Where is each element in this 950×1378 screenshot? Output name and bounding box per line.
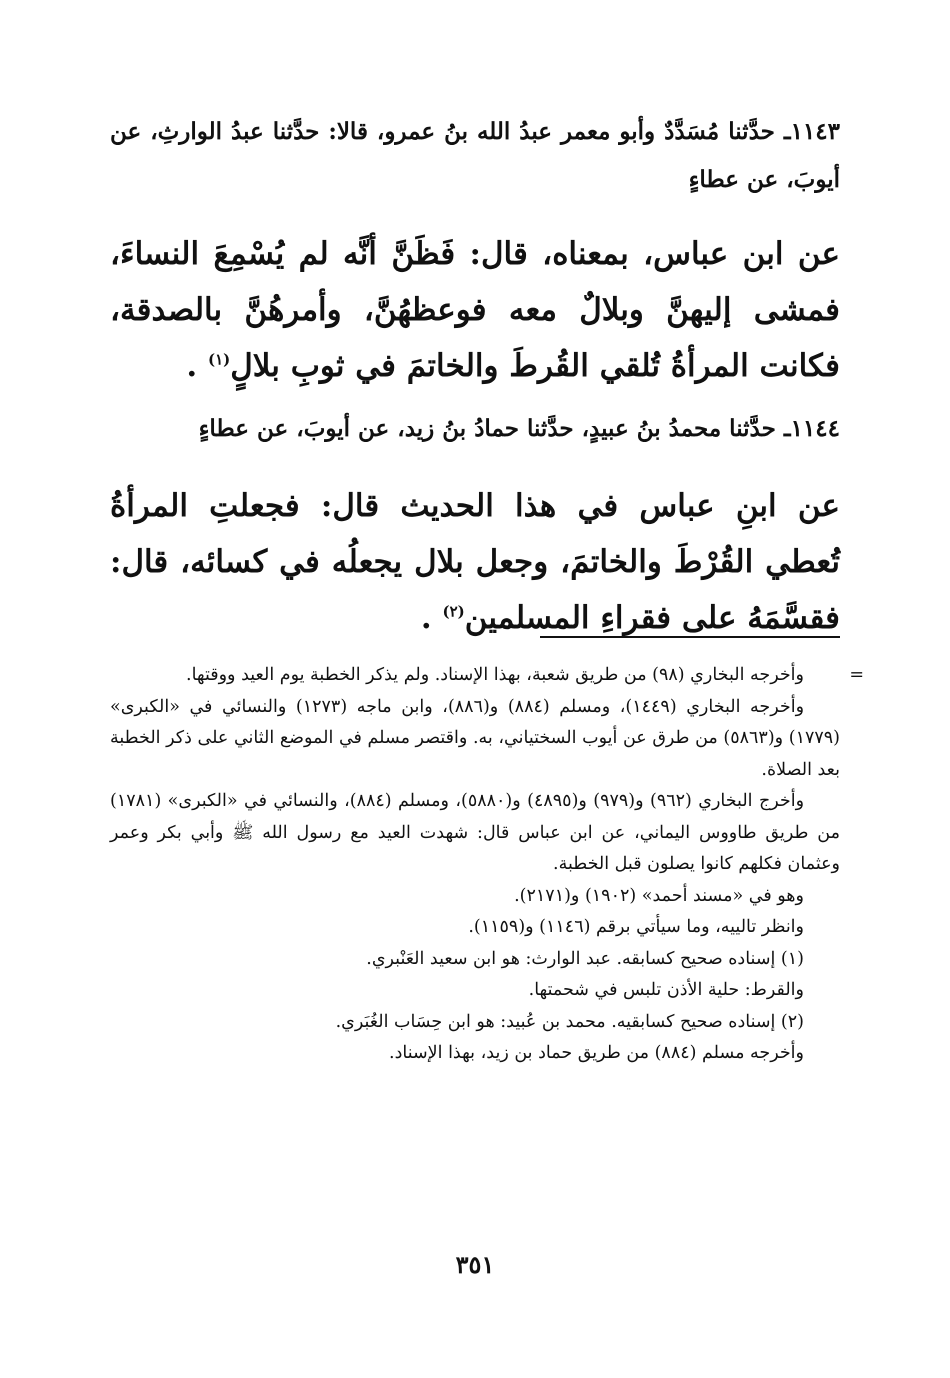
footnote-ref-1: (١) [207,350,231,369]
footnote-line: وهو في «مسند أحمد» (١٩٠٢) و(٢١٧١). [514,885,804,906]
footnote-line: وأخرجه البخاري (١٤٤٩)، ومسلم (٨٨٤) و(٨٨٦)، وابن ماجه (١٢٧٣) والنسائي في «الكبرى» (١٧٧٩) و(٥٨٦٣) من طرق عن أيوب السختياني، به. واقتصر مسلم في الموضع الثاني على ذكر الخطبة بعد الصلاة. [110,696,840,780]
hadith-1143-matn: عن ابن عباس، بمعناه، قال: فَظَنَّ أنَّه لم يُسْمِعَ النساءَ، فمشى إليهنَّ وبلالٌ معه فوعظهُنَّ، وأمرهُنَّ بالصدقة، فكانت المرأةُ تُلقي القُرطَ والخاتمَ في ثوبِ بلالٍ$^{(١)}$ . [110,236,840,384]
page-number: ٣٥١ [455,1250,495,1279]
footnote-2: (٢) إسناده صحيح كسابقيه. محمد بن عُبيد: هو ابن حِسَاب الغُبَري. [335,1011,804,1032]
continuation-mark: = [849,665,864,685]
footnote-line: وانظر تالييه، وما سيأتي برقم (١١٤٦) و(١١٥٩). [468,917,804,937]
footnote-line: والقرط: حلية الأذن تلبس في شحمتها. [528,980,804,1000]
footnote-separator [540,636,840,638]
hadith-1143-isnad: ١١٤٣ـ حدَّثنا مُسَدَّدٌ وأبو معمر عبدُ الله بنُ عمرو، قالا: حدَّثنا عبدُ الوارثِ، عن أيوبَ، عن عطاءٍ [110,118,840,193]
hadith-1144-isnad: ١١٤٤ـ حدَّثنا محمدُ بنُ عبيدٍ، حدَّثنا حمادُ بنُ زيد، عن أيوبَ، عن عطاءٍ [198,415,840,442]
footnote-ref-2: (٢) [442,602,465,621]
hadith-1144-matn: عن ابنِ عباس في هذا الحديث قال: فجعلتِ المرأةُ تُعطي القُرْطَ والخاتمَ، وجعل بلال يجعلُه في كسائه، قال: فقسَّمَهُ على فقراءِ المسلمين$^{(٢)}$ . [110,488,840,636]
hadith-1143-matn-text: عن ابن عباس، بمعناه، قال: فَظَنَّ أنَّه لم يُسْمِعَ النساءَ، فمشى إليهنَّ وبلالٌ معه فوعظهُنَّ، وأمرهُنَّ بالصدقة، فكانت المرأةُ تُلقي القُرطَ والخاتمَ في ثوبِ بلالٍ [110,236,840,384]
footnote-line: وأخرجه مسلم (٨٨٤) من طريق حماد بن زيد، بهذا الإسناد. [389,1043,804,1063]
footnotes [110,660,864,1070]
footnote-1: (١) إسناده صحيح كسابقه. عبد الوارث: هو ابن سعيد العَنْبري. [366,948,804,969]
footnote-line: وأخرجه البخاري (٩٨) من طريق شعبة، بهذا الإسناد. ولم يذكر الخطبة يوم العيد ووقتها. [186,665,804,685]
footnote-line: وأخرج البخاري (٩٦٢) و(٩٧٩) و(٤٨٩٥) و(٥٨٨٠)، ومسلم (٨٨٤)، والنسائي في «الكبرى» (١٧٨١) من طريق طاووس اليماني، عن ابن عباس قال: شهدت العيد مع رسول الله ﷺ وأبي بكر وعمر وعثمان فكلهم كانوا يصلون قبل الخطبة. [110,791,840,874]
hadith-1144-matn-text: عن ابنِ عباس في هذا الحديث قال: فجعلتِ المرأةُ تُعطي القُرْطَ والخاتمَ، وجعل بلال يجعلُه في كسائه، قال: فقسَّمَهُ على فقراءِ المسلمين [110,488,840,636]
